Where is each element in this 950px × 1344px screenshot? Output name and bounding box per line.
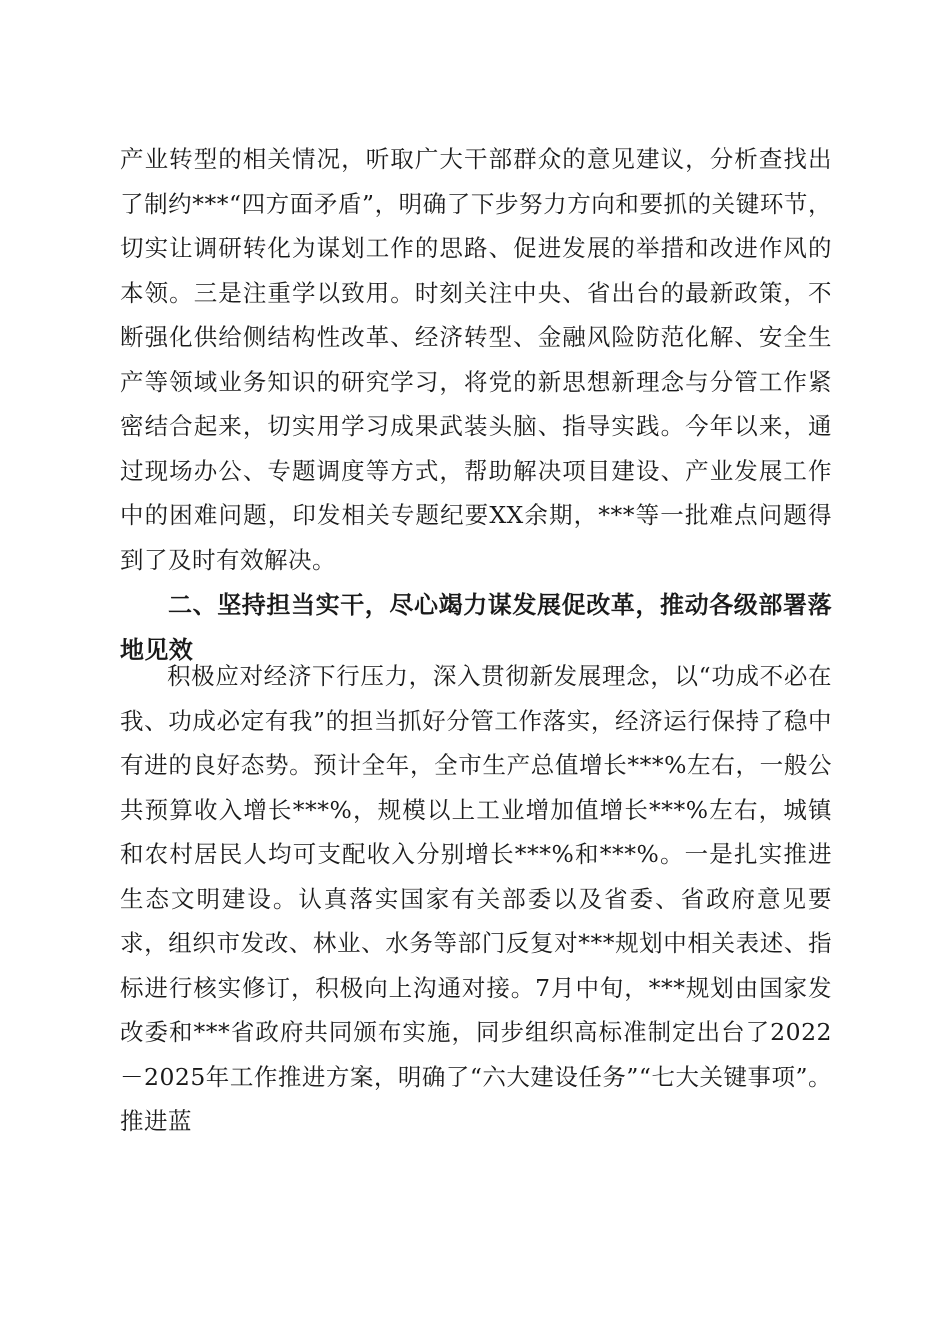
body-paragraph-2: 积极应对经济下行压力，深入贯彻新发展理念，以“功成不必在我、功成必定有我”的担当抓好分管工作落实，经济运行保持了稳中有进的良好态势。预计全年，全市生产总值增长***%左右，一般公共预算收入增长***%，规模以上工业增加值增长***%左右，城镇和农村居民人均可支配收入分别增长***%和***%。一是扎实推进生态文明建设。认真落实国家有关部委以及省委、省政府意见要求，组织市发改、林业、水务等部门反复对***规划中相关表述、指标进行核实修订，积极向上沟通对接。7月中旬，***规划由国家发改委和***省政府共同颁布实施，同步组织高标准制定出台了2022－2025年工作推进方案，明确了“六大建设任务”“七大关键事项”。推进蓝: [120, 662, 832, 1135]
body-paragraph-1: 产业转型的相关情况，听取广大干部群众的意见建议，分析查找出了制约***“四方面矛盾”，明确了下步努力方向和要抓的关键环节，切实让调研转化为谋划工作的思路、促进发展的举措和改进作风的本领。三是注重学以致用。时刻关注中央、省出台的最新政策，不断强化供给侧结构性改革、经济转型、金融风险防范化解、安全生产等领域业务知识的研究学习，将党的新思想新理念与分管工作紧密结合起来，切实用学习成果武装头脑、指导实践。今年以来，通过现场办公、专题调度等方式，帮助解决项目建设、产业发展工作中的困难问题，印发相关专题纪要XX余期，***等一批难点问题得到了及时有效解决。: [120, 145, 832, 574]
body-paragraph-1-block: [120, 137, 832, 582]
section-heading: 二、坚持担当实干，尽心竭力谋发展促改革，推动各级部署落地见效: [120, 591, 832, 664]
body-paragraph-2-block: [120, 654, 832, 1144]
